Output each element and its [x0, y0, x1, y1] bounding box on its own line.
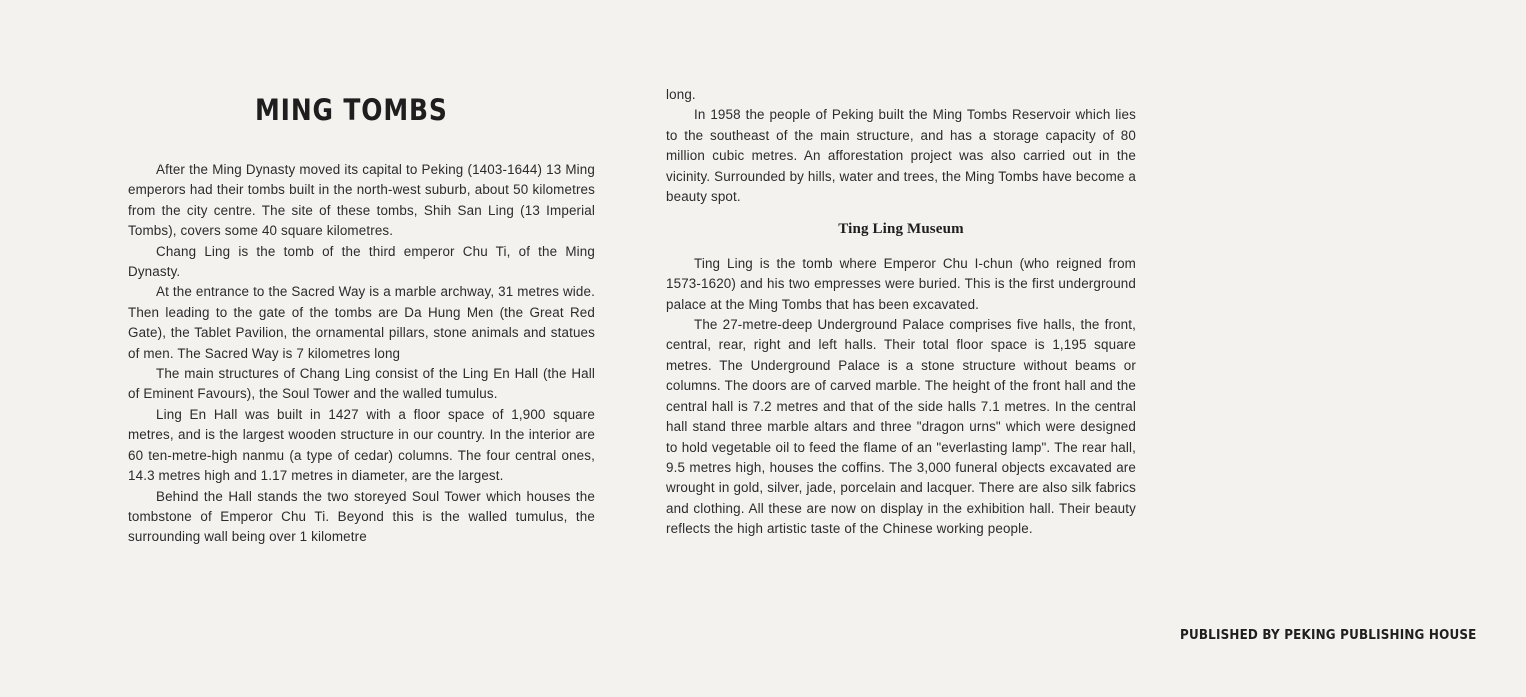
paragraph-ling-en-hall: Ling En Hall was built in 1427 with a floor space of 1,900 square metres, and is the largest wooden structure in our country. In the interior are 60 ten-metre-high nanmu (a type of cedar) columns. The four central ones, 14.3 metres high and 1.17 metres in diameter, are the largest.: [128, 406, 595, 484]
paragraph-reservoir: In 1958 the people of Peking built the Ming Tombs Reservoir which lies to the southeast of the main structure, and has a storage capacity of 80 million cubic metres. An afforestation project was also carried out in the vicinity. Surrounded by hills, water and trees, the Ming Tombs have become a beauty spot.: [666, 107, 1136, 205]
left-column: [128, 160, 595, 548]
paragraph-underground-palace: The 27-metre-deep Underground Palace comprises five halls, the front, central, rear, right and left halls. Their total floor space is 1,195 square metres. The Underground Palace is a stone structure without beams or columns. The doors are of carved marble. The height of the front hall and the central hall is 7.2 metres and that of the side halls 7.1 metres. In the central hall stand three marble altars and three "dragon urns" which were designed to hold vegetable oil to feed the flame of an "everlasting lamp". The rear hall, 9.5 metres high, houses the coffins. The 3,000 funeral objects excavated are wrought in gold, silver, jade, porcelain and lacquer. There are also silk fabrics and clothing. All these are now on display in the exhibition hall. Their beauty reflects the high artistic taste of the Chinese working people.: [666, 317, 1136, 537]
paragraph-main-structures: The main structures of Chang Ling consist of the Ling En Hall (the Hall of Eminent Favours), the Soul Tower and the walled tumulus.: [128, 366, 595, 402]
paragraph-soul-tower: Behind the Hall stands the two storeyed Soul Tower which houses the tombstone of Emperor Chu Ti. Beyond this is the walled tumulus, the surrounding wall being over 1 kilometre: [128, 488, 595, 545]
paragraph-chang-ling: Chang Ling is the tomb of the third emperor Chu Ti, of the Ming Dynasty.: [128, 243, 595, 280]
paragraph-ting-ling: Ting Ling is the tomb where Emperor Chu I-chun (who reigned from 1573-1620) and his two empresses were buried. This is the first underground palace at the Ming Tombs that has been excavated.: [666, 255, 1136, 312]
paragraph-history: After the Ming Dynasty moved its capital to Peking (1403-1644) 13 Ming emperors had their tombs built in the north-west suburb, about 50 kilometres from the city centre. The site of these tombs, Shih San Ling (13 Imperial Tombs), covers some 40 square kilometres.: [128, 162, 595, 239]
paragraph-sacred-way: At the entrance to the Sacred Way is a marble archway, 31 metres wide. Then leading to the gate of the tombs are Da Hung Men (the Great Red Gate), the Tablet Pavilion, the ornamental pillars, stone animals and statues of men. The Sacred Way is 7 kilometres long: [128, 284, 595, 361]
paragraph-continuation: long.: [666, 87, 696, 102]
publisher-credit: PUBLISHED BY PEKING PUBLISHING HOUSE: [1180, 628, 1477, 643]
page-title: MING TOMBS: [255, 93, 448, 127]
right-column: [666, 85, 1136, 540]
section-heading-ting-ling: Ting Ling Museum: [838, 221, 964, 238]
